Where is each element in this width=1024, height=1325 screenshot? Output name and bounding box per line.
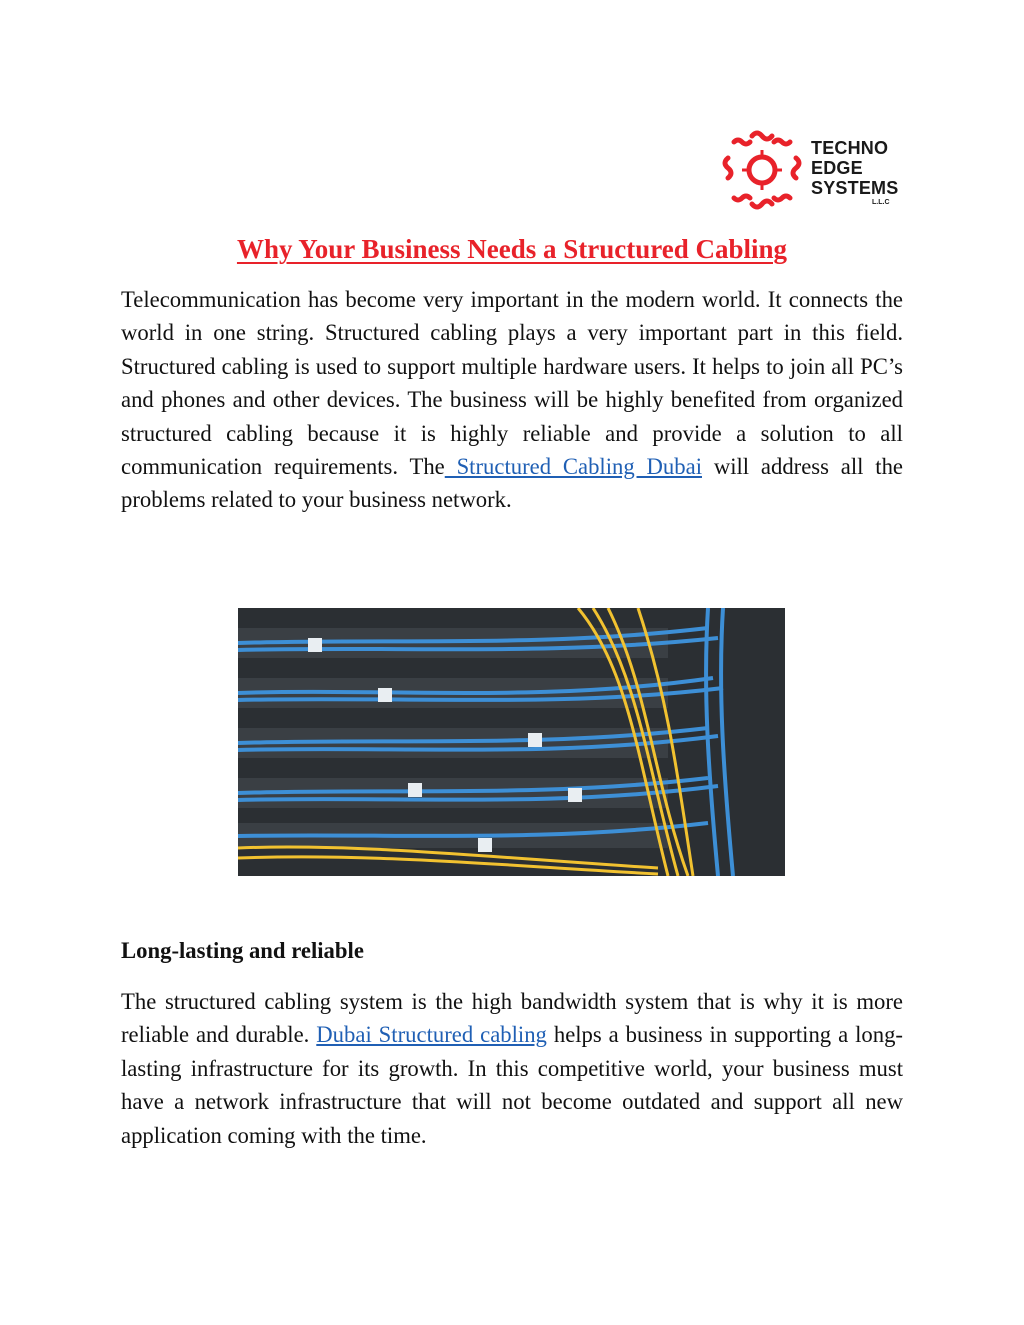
section-heading: Long-lasting and reliable bbox=[121, 938, 364, 963]
intro-text-before: Telecommunication has become very important in the modern world. It connects the world in one string. Structured cabling plays a very important part in this field. Structured cabling is used to support multiple hardware users. It helps to join all PC’s and phones and other devices. The business will be highly benefited from organized structured cabling because it is highly reliable and provide a solution to all communication requirements. The bbox=[121, 287, 903, 480]
intro-paragraph bbox=[121, 283, 903, 517]
logo-line-1: TECHNO bbox=[811, 138, 889, 158]
logo-line-3: SYSTEMS bbox=[811, 178, 899, 198]
company-logo bbox=[722, 126, 902, 214]
section-text-after: helps a business in supporting a long-lasting infrastructure for its growth. In this competitive world, your business must have a network infrastructure that will not become outdated and support all new application coming with the time. bbox=[121, 1022, 903, 1148]
structured-cabling-dubai-link[interactable]: Structured Cabling Dubai bbox=[444, 454, 702, 480]
cabling-photo bbox=[238, 608, 785, 876]
page-title: Why Your Business Needs a Structured Cabling bbox=[236, 234, 788, 264]
logo-emblem-icon bbox=[722, 128, 802, 212]
logo-line-2: EDGE bbox=[811, 158, 863, 178]
intro-text-after: will address all the problems related to your business network. bbox=[121, 454, 903, 513]
logo-suffix: L.L.C bbox=[872, 199, 890, 206]
network-cables-image bbox=[238, 608, 785, 876]
logo-wordmark bbox=[811, 138, 898, 198]
section-paragraph bbox=[121, 985, 903, 1152]
section-text-before: The structured cabling system is the high bandwidth system that is why it is more reliable and durable. bbox=[121, 989, 903, 1048]
dubai-structured-cabling-link[interactable]: Dubai Structured cabling bbox=[316, 1022, 547, 1048]
